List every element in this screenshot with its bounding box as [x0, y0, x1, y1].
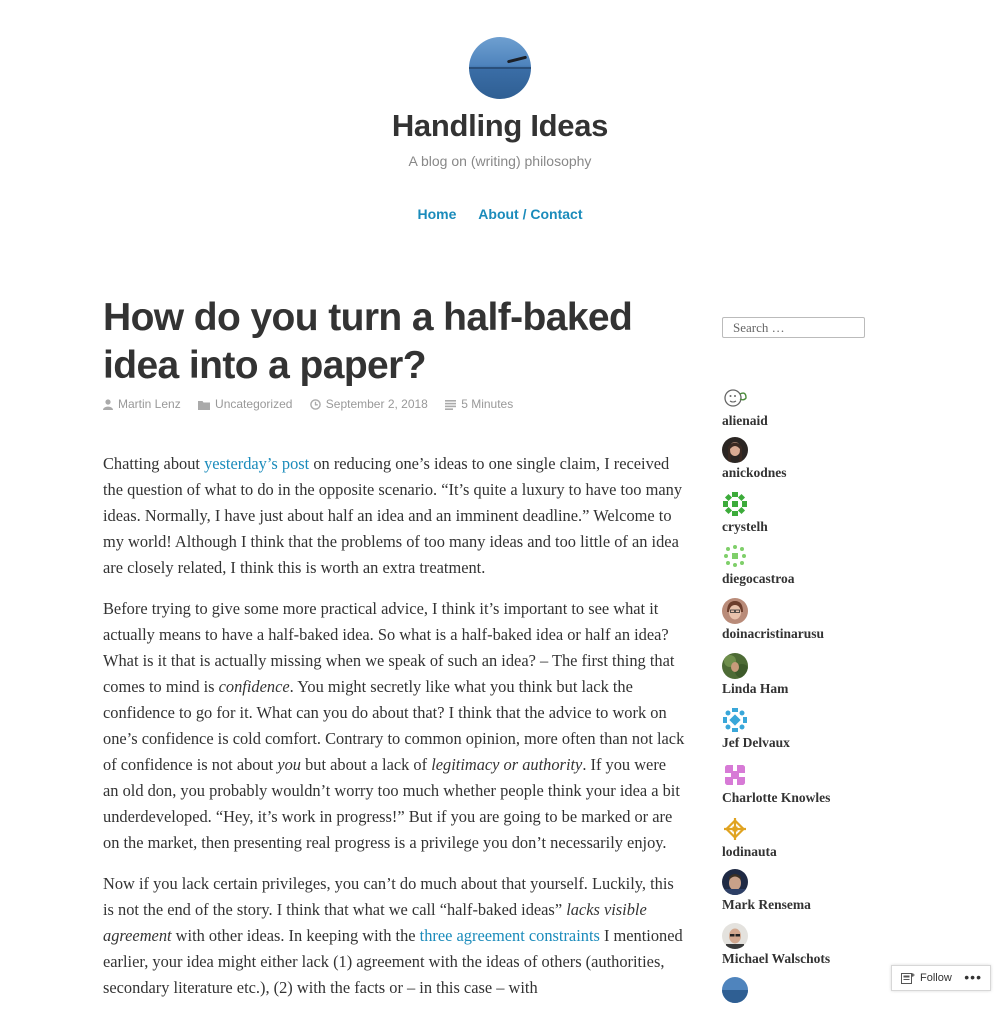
folder-icon: [198, 400, 210, 410]
meta-category[interactable]: [198, 397, 292, 411]
site-logo[interactable]: [469, 37, 531, 99]
follower-item[interactable]: [722, 707, 790, 751]
follow-label: Follow: [920, 972, 952, 984]
p3-text-1: Now if you lack certain privileges, you can’t do much about that yourself. Luckily, this is not the end of the story. I think that what we call “half-baked ideas”: [103, 874, 674, 919]
p1-text-1: Chatting about: [103, 454, 205, 473]
post-title: How do you turn a half-baked idea into a paper?: [103, 296, 633, 387]
follower-name: Linda Ham: [722, 681, 789, 696]
follower-name: lodinauta: [722, 844, 777, 859]
identicon-orange-avatar: [722, 816, 748, 842]
meta-date[interactable]: [310, 397, 428, 411]
p2-text-3: but about a lack of: [301, 755, 432, 774]
follower-name: doinacristinarusu: [722, 626, 825, 641]
follower-item[interactable]: [722, 869, 811, 913]
follower-name: Jef Delvaux: [722, 735, 790, 750]
paragraph-3: [103, 871, 685, 1001]
follower-item[interactable]: [722, 816, 777, 860]
follow-icon: [901, 973, 915, 984]
list-icon: [445, 400, 456, 410]
p2-text-1: Before trying to give some more practical advice, I think it’s important to see what it actually means to have a half-baked idea. So what is a half-baked idea or half an idea? What is it that is actually missing when we speak of such an idea? – The first thing that comes to mind is: [103, 599, 675, 696]
identicon-pink-avatar: [722, 762, 748, 788]
three-agreement-constraints-link[interactable]: three agreement constraints: [419, 926, 600, 945]
follower-item[interactable]: [722, 598, 824, 642]
meta-date-text: September 2, 2018: [325, 396, 428, 411]
main-navigation: [0, 206, 1000, 222]
p2-text-2: . You might secretly like what you think but lack the confidence to go for it. What can you do about that? I think that the advice to work on one’s confidence is cold comfort. Contrary to common opinion, more often than not lack of confidence is not about: [103, 677, 685, 774]
p3-text-2: with other ideas. In keeping with the: [171, 926, 420, 945]
site-description: A blog on (writing) philosophy: [408, 153, 592, 169]
identicon-green-dots-avatar: [722, 543, 748, 569]
follower-item[interactable]: [722, 762, 830, 806]
photo-avatar: [722, 437, 748, 463]
follow-bar: [891, 965, 991, 991]
p2-emphasis-confidence: confidence: [218, 677, 290, 696]
meta-reading-time-text: 5 Minutes: [461, 396, 514, 411]
meta-reading-time: [445, 397, 513, 411]
photo-avatar: [722, 598, 748, 624]
p3-text-3: I mentioned earlier, your idea might either lack (1) agreement with the ideas of others (authorities, secondary literature etc.), (2) with the facts or – in this case – with: [103, 926, 683, 997]
follower-name: anickodnes: [722, 465, 787, 480]
follow-button[interactable]: [901, 972, 952, 984]
p2-emphasis-you: you: [277, 755, 301, 774]
follower-name: crystelh: [722, 519, 768, 534]
follower-name: Charlotte Knowles: [722, 790, 831, 805]
yesterdays-post-link[interactable]: yesterday’s post: [204, 454, 310, 473]
follower-name: Michael Walschots: [722, 951, 831, 966]
nav-item-about-contact[interactable]: About / Contact: [478, 206, 583, 222]
logo-boat: [507, 56, 527, 64]
follower-name: Mark Rensema: [722, 897, 811, 912]
follower-item[interactable]: [722, 385, 768, 429]
site-title[interactable]: Handling Ideas: [391, 108, 609, 143]
identicon-blue-avatar: [722, 707, 748, 733]
more-options-icon[interactable]: •••: [964, 969, 982, 985]
photo-avatar: [722, 977, 748, 1003]
identicon-green-avatar: [722, 491, 748, 517]
nav-item-home[interactable]: Home: [417, 206, 457, 222]
search-input[interactable]: [722, 317, 865, 338]
follower-name: diegocastroa: [722, 571, 795, 586]
follower-item[interactable]: [722, 543, 795, 587]
p2-emphasis-legitimacy: legitimacy or authority: [431, 755, 583, 774]
clock-icon: [310, 399, 321, 410]
follower-item[interactable]: [722, 923, 830, 967]
user-icon: [103, 399, 113, 410]
meta-category-name: Uncategorized: [215, 396, 293, 411]
meta-author[interactable]: [103, 397, 181, 411]
doodle-avatar: [722, 385, 748, 411]
follower-item[interactable]: [722, 653, 788, 697]
photo-avatar: [722, 653, 748, 679]
post-content: [103, 451, 685, 1016]
post-meta: [103, 396, 527, 411]
follower-item[interactable]: [722, 491, 768, 535]
paragraph-1: [103, 451, 685, 581]
follower-name: alienaid: [722, 413, 768, 428]
follower-item[interactable]: [722, 437, 787, 481]
p3-emphasis-agreement: lacks visible agreement: [103, 900, 647, 945]
logo-horizon: [469, 67, 531, 69]
photo-avatar: [722, 923, 748, 949]
p2-text-4: . If you were an old don, you probably wouldn’t worry too much whether people think your idea a bit underdeveloped. “Hey, it’s work in progress!” But if you are going to be marked or are on the market, then presenting real progress is a privilege you don’t necessarily enjoy.: [103, 755, 680, 852]
paragraph-2: [103, 596, 685, 856]
p1-text-2: on reducing one’s ideas to one single claim, I received the question of what to do in the opposite scenario. “It’s quite a luxury to have too many ideas. Normally, I have just about half an idea and an imminent deadline.” Welcome to my world! Although I think that the problems of too many ideas and too little of an idea are closely related, I think this is worth an extra treatment.: [103, 454, 683, 577]
follower-item-partial[interactable]: [722, 977, 748, 1003]
photo-avatar: [722, 869, 748, 895]
meta-author-name: Martin Lenz: [118, 396, 181, 411]
